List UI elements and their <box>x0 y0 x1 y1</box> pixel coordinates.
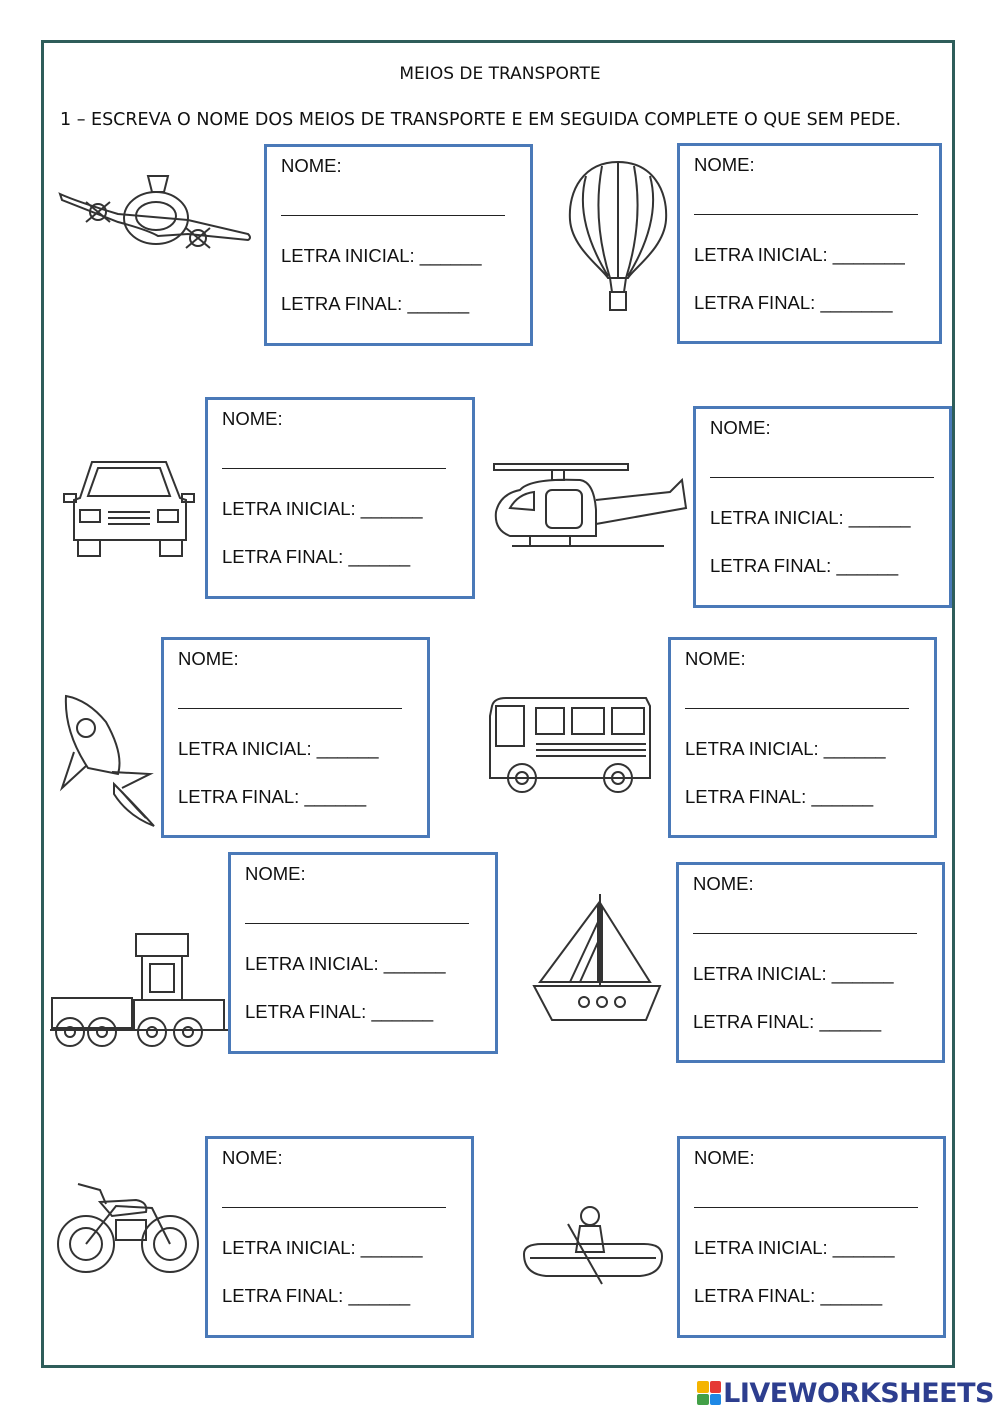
name-label: NOME: <box>281 155 342 176</box>
page-title: MEIOS DE TRANSPORTE <box>399 64 601 84</box>
car-icon <box>62 454 196 558</box>
rocket-icon <box>58 692 158 828</box>
answer-line[interactable] <box>710 477 934 478</box>
last-letter-label: LETRA FINAL: ______ <box>710 555 899 576</box>
answer-box <box>693 406 952 608</box>
logo-mark-icon <box>697 1381 721 1405</box>
answer-line[interactable] <box>693 933 917 934</box>
name-label: NOME: <box>222 1147 283 1168</box>
name-label: NOME: <box>685 648 746 669</box>
first-letter-label: LETRA INICIAL: ______ <box>710 507 911 528</box>
answer-box <box>668 637 937 838</box>
name-label: NOME: <box>694 1147 755 1168</box>
first-letter-label: LETRA INICIAL: ______ <box>245 953 446 974</box>
last-letter-label: LETRA FINAL: ______ <box>245 1001 434 1022</box>
name-label: NOME: <box>694 154 755 175</box>
sailboat-icon <box>530 892 664 1024</box>
answer-line[interactable] <box>694 1207 918 1208</box>
last-letter-label: LETRA FINAL: ______ <box>281 293 470 314</box>
answer-box <box>228 852 498 1054</box>
bus-icon <box>486 694 654 794</box>
answer-line[interactable] <box>281 215 505 216</box>
last-letter-label: LETRA FINAL: ______ <box>178 786 367 807</box>
answer-box <box>264 144 533 346</box>
answer-line[interactable] <box>694 214 918 215</box>
first-letter-label: LETRA INICIAL: ______ <box>693 963 894 984</box>
first-letter-label: LETRA INICIAL: ______ <box>222 1237 423 1258</box>
last-letter-label: LETRA FINAL: ______ <box>693 1011 882 1032</box>
answer-line[interactable] <box>222 468 446 469</box>
inflatable-boat-icon <box>520 1200 666 1286</box>
answer-line[interactable] <box>685 708 909 709</box>
motorcycle-icon <box>56 1182 200 1278</box>
first-letter-label: LETRA INICIAL: ______ <box>222 498 423 519</box>
name-label: NOME: <box>222 408 283 429</box>
name-label: NOME: <box>693 873 754 894</box>
last-letter-label: LETRA FINAL: _______ <box>694 292 893 313</box>
answer-box <box>676 862 945 1063</box>
answer-line[interactable] <box>222 1207 446 1208</box>
brand-text: LIVEWORKSHEETS <box>723 1377 994 1409</box>
answer-line[interactable] <box>178 708 402 709</box>
answer-box <box>677 143 942 344</box>
name-label: NOME: <box>710 417 771 438</box>
last-letter-label: LETRA FINAL: ______ <box>222 546 411 567</box>
instruction-text: 1 – ESCREVA O NOME DOS MEIOS DE TRANSPORTE E EM SEGUIDA COMPLETE O QUE SEM PEDE. <box>60 110 902 130</box>
last-letter-label: LETRA FINAL: ______ <box>222 1285 411 1306</box>
first-letter-label: LETRA INICIAL: ______ <box>281 245 482 266</box>
first-letter-label: LETRA INICIAL: ______ <box>685 738 886 759</box>
last-letter-label: LETRA FINAL: ______ <box>685 786 874 807</box>
train-icon <box>48 932 232 1050</box>
answer-line[interactable] <box>245 923 469 924</box>
hot-air-balloon-icon <box>566 160 670 316</box>
answer-box <box>205 1136 474 1338</box>
liveworksheets-logo <box>697 1377 994 1409</box>
name-label: NOME: <box>178 648 239 669</box>
answer-box <box>677 1136 946 1338</box>
answer-box <box>205 397 475 599</box>
last-letter-label: LETRA FINAL: ______ <box>694 1285 883 1306</box>
name-label: NOME: <box>245 863 306 884</box>
first-letter-label: LETRA INICIAL: _______ <box>694 244 905 265</box>
airplane-icon <box>58 172 254 256</box>
helicopter-icon <box>490 460 688 560</box>
first-letter-label: LETRA INICIAL: ______ <box>178 738 379 759</box>
answer-box <box>161 637 430 838</box>
first-letter-label: LETRA INICIAL: ______ <box>694 1237 895 1258</box>
